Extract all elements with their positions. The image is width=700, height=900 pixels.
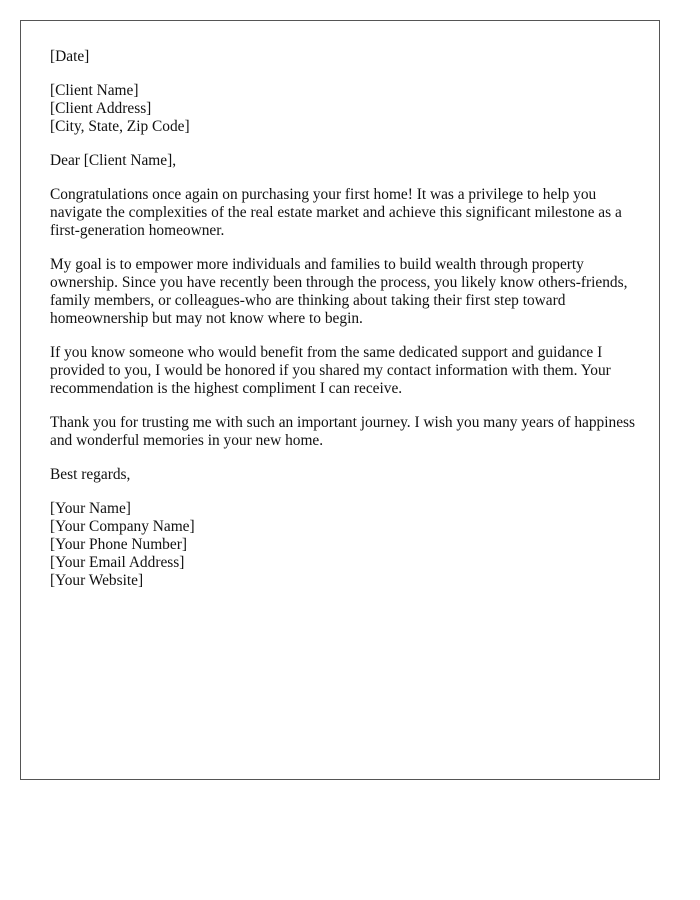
paragraph-referral-request: If you know someone who would benefit from the same dedicated support and guidance I provided to you, I would be honored if you shared my contact information with them. Your recommendation is the highest compliment I can receive. [50, 344, 611, 397]
closing: Best regards, [50, 466, 131, 483]
paragraph-congratulations: Congratulations once again on purchasing your first home! It was a privilege to help you navigate the complexities of the real estate market and achieve this significant milestone as a first-generation homeowner. [50, 186, 622, 239]
signature-phone: [Your Phone Number] [50, 536, 187, 553]
letter-date: [Date] [50, 48, 90, 65]
salutation-block [50, 152, 640, 170]
closing-block [50, 466, 640, 484]
letter-date-block [50, 48, 640, 66]
recipient-address: [Client Address] [50, 100, 152, 117]
signature-block [50, 500, 640, 590]
letter-page [20, 20, 660, 780]
salutation: Dear [Client Name], [50, 152, 177, 169]
signature-website: [Your Website] [50, 572, 144, 589]
recipient-name: [Client Name] [50, 82, 139, 99]
recipient-city-state-zip: [City, State, Zip Code] [50, 118, 190, 135]
paragraph-goal: My goal is to empower more individuals and families to build wealth through property ownership. Since you have recently been through the process, you likely know others-friends, family members, or colleagues-who are thinking about taking their first step toward homeownership but may not know where to begin. [50, 256, 628, 327]
signature-company: [Your Company Name] [50, 518, 195, 535]
signature-email: [Your Email Address] [50, 554, 185, 571]
signature-name: [Your Name] [50, 500, 131, 517]
recipient-address-block [50, 82, 640, 136]
paragraph-thank-you: Thank you for trusting me with such an important journey. I wish you many years of happiness and wonderful memories in your new home. [50, 414, 636, 449]
letter-body [50, 48, 640, 590]
